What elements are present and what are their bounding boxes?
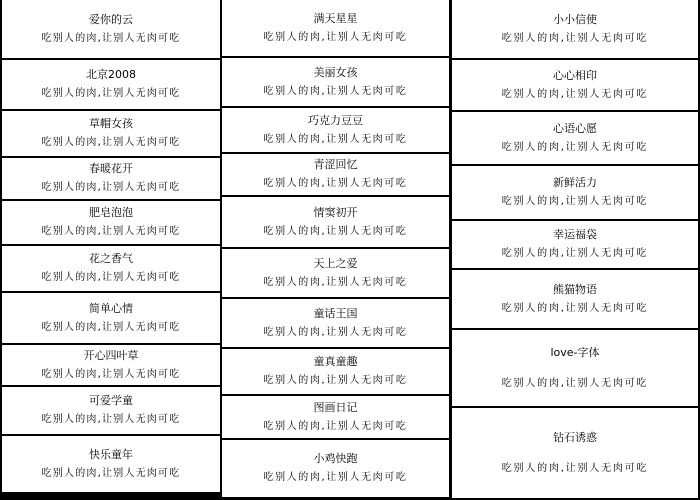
- sample-text: 吃别人的肉,让别人无肉可吃: [41, 88, 181, 99]
- sample-text: 吃别人的肉,让别人无肉可吃: [501, 302, 649, 314]
- font-name: 简单心情: [89, 301, 133, 315]
- sample-text: 吃别人的肉,让别人无肉可吃: [41, 321, 181, 333]
- font-name: 巧克力豆豆: [308, 113, 363, 127]
- font-cell: [222, 0, 449, 56]
- font-cell: [2, 436, 220, 492]
- font-cell: [222, 396, 449, 438]
- font-name: 熊猫物语: [553, 282, 597, 296]
- font-name: 情窦初开: [313, 205, 358, 219]
- font-name: 可爱学童: [89, 394, 133, 407]
- font-cell: [452, 221, 698, 268]
- sample-text: 吃别人的肉,让别人无肉可吃: [41, 137, 181, 148]
- sample-text: 吃别人的肉,让别人无肉可吃: [41, 467, 181, 479]
- font-name: 钻石诱惑: [553, 430, 597, 444]
- font-cell: [222, 349, 449, 394]
- font-name: 青涩回忆: [313, 158, 358, 171]
- font-name: 爱你的云: [89, 12, 133, 26]
- font-cell: [2, 60, 220, 109]
- sample-text: 吃别人的肉,让别人无肉可吃: [263, 375, 408, 386]
- font-name: 快乐童年: [89, 447, 133, 461]
- font-name: 幸运福袋: [553, 228, 597, 241]
- font-name: 北京2008: [86, 68, 136, 81]
- font-cell: [222, 299, 449, 347]
- sample-text: 吃别人的肉,让别人无肉可吃: [41, 226, 181, 237]
- font-cell: [222, 108, 449, 152]
- font-name: 新鲜活力: [553, 176, 597, 189]
- sample-text: 吃别人的肉,让别人无肉可吃: [263, 31, 408, 43]
- font-cell: [222, 58, 449, 106]
- sample-text: 吃别人的肉,让别人无肉可吃: [41, 32, 181, 44]
- font-column-2: [222, 0, 449, 499]
- sample-text: 吃别人的肉,让别人无肉可吃: [263, 178, 408, 189]
- sample-text: 吃别人的肉,让别人无肉可吃: [41, 368, 181, 380]
- sample-text: 吃别人的肉,让别人无肉可吃: [501, 196, 649, 207]
- font-cell: [452, 60, 698, 110]
- sample-text: 吃别人的肉,让别人无肉可吃: [41, 182, 181, 193]
- font-name: 童真童趣: [313, 355, 358, 368]
- sample-text: 吃别人的肉,让别人无肉可吃: [501, 141, 649, 153]
- font-name: 花之香气: [89, 252, 133, 265]
- font-cell: [2, 345, 220, 385]
- sample-text: 吃别人的肉,让别人无肉可吃: [501, 377, 649, 389]
- sample-text: 吃别人的肉,让别人无肉可吃: [263, 225, 408, 237]
- font-cell: [452, 0, 698, 58]
- font-cell: [2, 0, 220, 58]
- font-cell: [222, 197, 449, 247]
- sample-text: 吃别人的肉,让别人无肉可吃: [263, 276, 408, 288]
- sample-text: 吃别人的肉,让别人无肉可吃: [263, 85, 408, 97]
- sample-text: 吃别人的肉,让别人无肉可吃: [263, 133, 408, 145]
- font-column-3: [452, 0, 698, 500]
- font-cell: [2, 201, 220, 244]
- font-name: 春暖花开: [89, 162, 133, 175]
- font-cell: [222, 440, 449, 497]
- font-name: 满天星星: [313, 11, 358, 25]
- font-name: 天上之爱: [313, 256, 358, 270]
- font-cell: [452, 330, 698, 406]
- font-name: 肥皂泡泡: [89, 206, 133, 219]
- sample-text: 吃别人的肉,让别人无肉可吃: [41, 414, 181, 425]
- sample-text: 吃别人的肉,让别人无肉可吃: [501, 88, 649, 100]
- font-cell: [2, 111, 220, 156]
- sample-text: 吃别人的肉,让别人无肉可吃: [263, 326, 408, 338]
- font-cell: [2, 293, 220, 343]
- font-name: 图画日记: [313, 400, 358, 414]
- font-name: 开心四叶草: [83, 348, 139, 362]
- font-cell: [452, 166, 698, 219]
- font-cell: [222, 249, 449, 297]
- font-cell: [452, 112, 698, 164]
- sample-text: 吃别人的肉,让别人无肉可吃: [263, 420, 408, 432]
- font-name: 草帽女孩: [89, 117, 133, 130]
- sample-text: 吃别人的肉,让别人无肉可吃: [501, 248, 649, 259]
- sample-text: 吃别人的肉,让别人无肉可吃: [501, 462, 649, 474]
- font-name: love-字体: [550, 345, 600, 359]
- sample-text: 吃别人的肉,让别人无肉可吃: [501, 32, 649, 44]
- font-cell: [222, 154, 449, 195]
- sample-text: 吃别人的肉,让别人无肉可吃: [41, 272, 181, 283]
- font-name: 童话王国: [313, 306, 358, 320]
- font-cell: [452, 408, 698, 498]
- font-name: 小小信使: [553, 12, 597, 26]
- font-cell: [2, 246, 220, 291]
- font-cell: [452, 270, 698, 328]
- font-name: 美丽女孩: [313, 65, 358, 79]
- font-name: 心语心愿: [553, 121, 597, 135]
- font-name: 心心相印: [553, 68, 597, 82]
- font-column-1: [2, 0, 220, 494]
- font-cell: [2, 158, 220, 199]
- sample-text: 吃别人的肉,让别人无肉可吃: [263, 472, 408, 483]
- font-name: 小鸡快跑: [313, 452, 358, 465]
- font-cell: [2, 387, 220, 434]
